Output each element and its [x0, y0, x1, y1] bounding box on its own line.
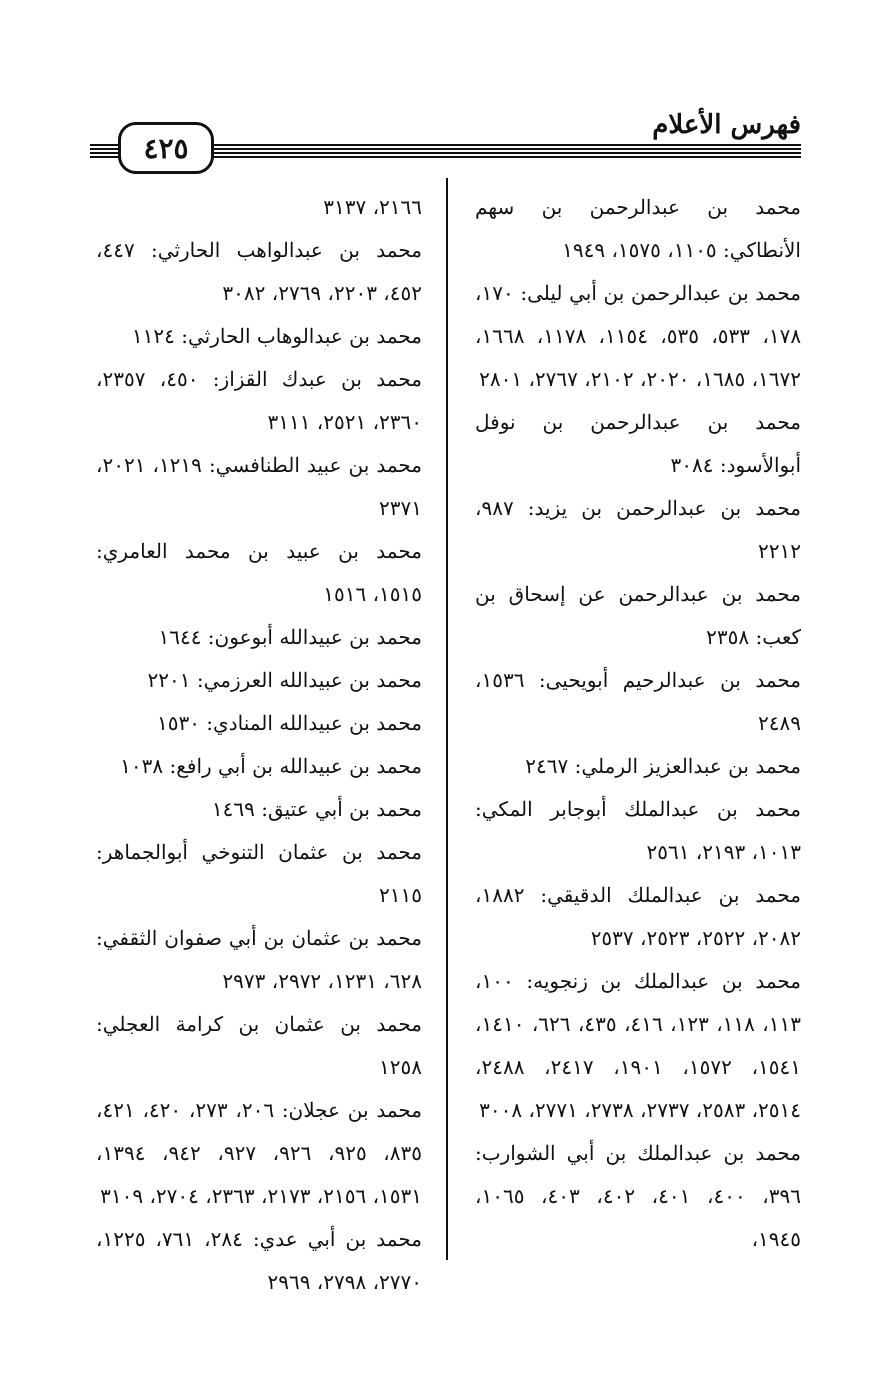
index-entry: محمد بن عبدالرحمن عن إسحاق بن كعب: ٢٣٥٨	[475, 582, 801, 649]
column-divider	[446, 178, 448, 1260]
left-column	[96, 186, 422, 1304]
index-entry: محمد بن عبيد بن محمد العامري: ١٥١٥، ١٥١٦	[96, 539, 422, 606]
index-entry: محمد بن عثمان بن أبي صفوان الثقفي: ٦٢٨، ١٢٣١، ٢٩٧٢، ٢٩٧٣	[96, 926, 422, 993]
index-entry: محمد بن عبدالملك أبوجابر المكي: ١٠١٣، ٢١٩٣، ٢٥٦١	[475, 797, 801, 864]
index-entry: محمد بن عبدالعزيز الرملي: ٢٤٦٧	[525, 754, 801, 778]
index-entry: محمد بن عبدك القزاز: ٤٥٠، ٢٣٥٧، ٢٣٦٠، ٢٥٢١، ٣١١١	[96, 367, 422, 434]
index-entry: محمد بن عجلان: ٢٠٦، ٢٧٣، ٤٢٠، ٤٢١، ٨٣٥، ٩٢٥، ٩٢٦، ٩٢٧، ٩٤٢، ١٣٩٤، ١٥٣١، ٢١٥٦، ٢١٧٣، ٢٣٦٣، ٢٧٠٤، ٣١٠٩	[96, 1098, 423, 1208]
index-entry: محمد بن عبدالملك بن زنجويه: ١٠٠، ١١٣، ١١٨، ١٢٣، ٤١٦، ٤٣٥، ٦٢٦، ١٤١٠، ١٥٤١، ١٥٧٢، ١٩٠١، ٢٤١٧، ٢٤٨٨، ٢٥١٤، ٢٥٨٣، ٢٧٣٧، ٢٧٣٨، ٢٧٧١، ٣٠٠٨	[475, 969, 801, 1122]
index-entry: محمد بن عبدالرحيم أبويحيى: ١٥٣٦، ٢٤٨٩	[475, 668, 801, 735]
index-entry: محمد بن عبدالرحمن بن نوفل أبوالأسود: ٣٠٨٤	[475, 410, 801, 477]
index-entry: محمد بن عبدالرحمن بن أبي ليلى: ١٧٠، ١٧٨، ٥٣٣، ٥٣٥، ١١٥٤، ١١٧٨، ١٦٦٨، ١٦٧٢، ١٦٨٥، ٢٠٢٠، ٢١٠٢، ٢٧٦٧، ٢٨٠١	[475, 281, 802, 391]
index-entry: محمد بن أبي عدي: ٢٨٤، ٧٦١، ١٢٢٥، ٢٧٧٠، ٢٧٩٨، ٢٩٦٩	[96, 1227, 422, 1294]
page-header	[0, 0, 873, 175]
index-entry: ٢١٦٦، ٣١٣٧	[323, 195, 422, 219]
index-entry: محمد بن عبدالرحمن بن يزيد: ٩٨٧، ٢٢١٢	[475, 496, 801, 563]
index-entry: محمد بن عثمان بن كرامة العجلي: ١٢٥٨	[96, 1012, 422, 1079]
right-column	[475, 186, 801, 1261]
page-number: ٤٢٥	[118, 122, 214, 174]
index-entry: محمد بن عبيدالله أبوعون: ١٦٤٤	[158, 625, 422, 649]
index-entry: محمد بن عبيدالله بن أبي رافع: ١٠٣٨	[120, 754, 422, 778]
index-entry: محمد بن عبيدالله المنادي: ١٥٣٠	[156, 711, 422, 735]
index-entry: محمد بن عثمان التنوخي أبوالجماهر: ٢١١٥	[96, 840, 422, 907]
header-title: فهرس الأعلام	[652, 110, 801, 140]
index-entry: محمد بن عبدالوهاب الحارثي: ١١٢٤	[131, 324, 422, 348]
index-entry: محمد بن عبدالواهب الحارثي: ٤٤٧، ٤٥٢، ٢٢٠٣، ٢٧٦٩، ٣٠٨٢	[96, 238, 422, 305]
index-entry: محمد بن أبي عتيق: ١٤٦٩	[211, 797, 422, 821]
index-entry: محمد بن عبيد الطنافسي: ١٢١٩، ٢٠٢١، ٢٣٧١	[96, 453, 423, 520]
index-entry: محمد بن عبدالرحمن بن سهم الأنطاكي: ١١٠٥، ١٥٧٥، ١٩٤٩	[475, 195, 801, 262]
index-entry: محمد بن عبدالملك الدقيقي: ١٨٨٢، ٢٠٨٢، ٢٥٢٢، ٢٥٢٣، ٢٥٣٧	[475, 883, 801, 950]
index-entry: محمد بن عبدالملك بن أبي الشوارب: ٣٩٦، ٤٠٠، ٤٠١، ٤٠٢، ٤٠٣، ١٠٦٥، ١٩٤٥،	[475, 1141, 801, 1251]
index-entry: محمد بن عبيدالله العرزمي: ٢٢٠١	[147, 668, 422, 692]
